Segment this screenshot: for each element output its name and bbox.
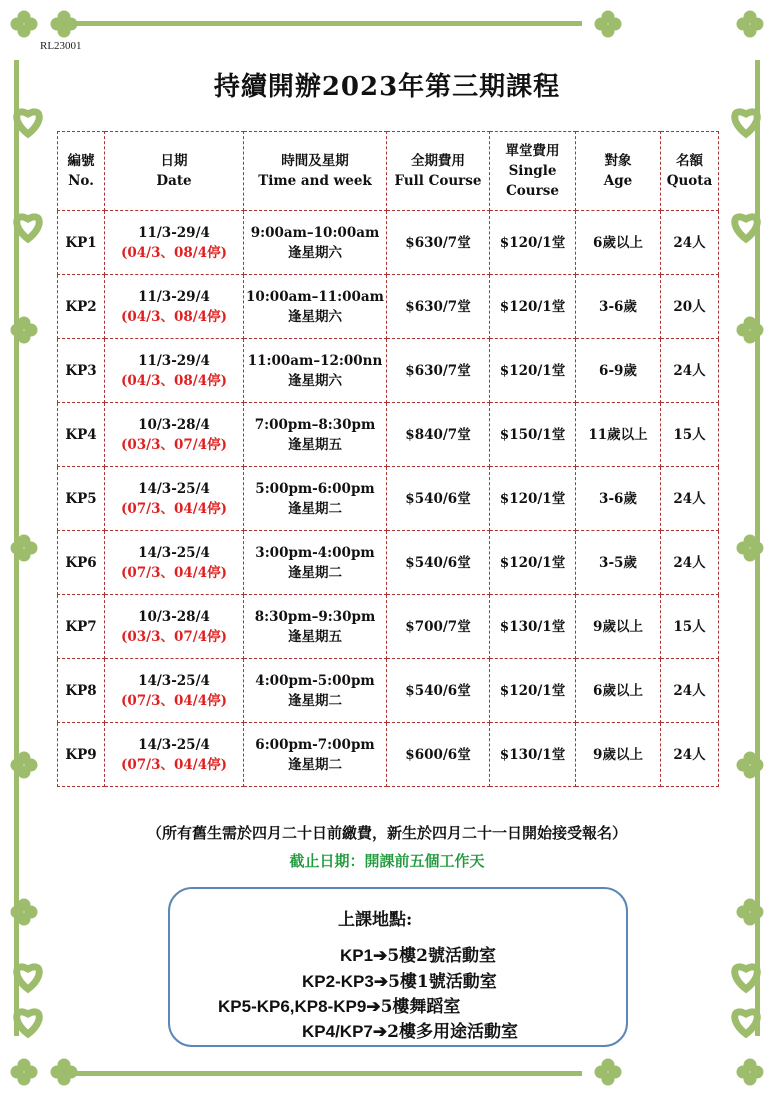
- closed-dates: (03/3、07/4停): [121, 628, 227, 645]
- location-classes: KP5-KP6,KP8-KP9: [218, 997, 367, 1016]
- time-range: 10:00am–11:00am: [246, 288, 384, 305]
- course-time: [244, 467, 387, 531]
- table-row: [58, 595, 719, 659]
- course-date: [105, 211, 244, 275]
- single-course-fee: $120/1堂: [490, 211, 576, 275]
- document-code: RL23001: [40, 40, 82, 52]
- closed-dates: (07/3、04/4停): [121, 756, 227, 773]
- time-range: 7:00pm–8:30pm: [254, 416, 376, 433]
- target-age: 11歲以上: [576, 403, 661, 467]
- target-age: 9歲以上: [576, 723, 661, 787]
- table-row: [58, 339, 719, 403]
- header-age-zh: 對象: [604, 153, 632, 169]
- weekday: 逢星期六: [288, 244, 342, 261]
- full-course-fee: $630/7堂: [387, 211, 490, 275]
- registration-deadline: 截止日期：開課前五個工作天: [289, 852, 485, 870]
- header-no-zh: 編號: [67, 153, 95, 169]
- header-quota-en: Quota: [666, 173, 713, 189]
- quota: 24人: [661, 211, 719, 275]
- header-age-en: Age: [603, 173, 633, 189]
- header-time: [244, 132, 387, 211]
- table-row: [58, 659, 719, 723]
- target-age: 3-5歲: [576, 531, 661, 595]
- location-box: [168, 887, 628, 1047]
- course-time: [244, 339, 387, 403]
- header-time-zh: 時間及星期: [281, 153, 349, 169]
- course-time: [244, 275, 387, 339]
- weekday: 逢星期二: [288, 692, 342, 709]
- course-date: [105, 467, 244, 531]
- location-classes: KP4/KP7: [302, 1022, 373, 1041]
- time-range: 6:00pm-7:00pm: [255, 736, 375, 753]
- course-no: KP6: [58, 531, 105, 595]
- header-no: [58, 132, 105, 211]
- target-age: 6歲以上: [576, 211, 661, 275]
- date-range: 10/3-28/4: [138, 608, 210, 625]
- course-no: KP2: [58, 275, 105, 339]
- payment-note: （所有舊生需於四月二十日前繳費，新生於四月二十一日開始接受報名）: [146, 824, 627, 842]
- date-range: 11/3-29/4: [138, 224, 210, 241]
- course-no: KP5: [58, 467, 105, 531]
- quota: 20人: [661, 275, 719, 339]
- quota: 15人: [661, 595, 719, 659]
- time-range: 8:30pm–9:30pm: [254, 608, 376, 625]
- course-no: KP8: [58, 659, 105, 723]
- quota: 24人: [661, 339, 719, 403]
- arrow-right-icon: ➔: [373, 972, 389, 992]
- course-time: [244, 659, 387, 723]
- header-quota: [661, 132, 719, 211]
- single-course-fee: $130/1堂: [490, 595, 576, 659]
- table-row: [58, 723, 719, 787]
- header-no-en: No.: [68, 173, 94, 189]
- location-place: 2樓多用途活動室: [387, 1022, 518, 1042]
- table-row: [58, 275, 719, 339]
- table-row: [58, 531, 719, 595]
- full-course-fee: $540/6堂: [387, 659, 490, 723]
- course-time: [244, 595, 387, 659]
- location-place: 5樓2號活動室: [387, 946, 496, 966]
- target-age: 3-6歲: [576, 467, 661, 531]
- time-range: 9:00am–10:00am: [250, 224, 380, 241]
- arrow-right-icon: ➔: [372, 1022, 388, 1042]
- time-range: 5:00pm-6:00pm: [255, 480, 375, 497]
- table-row: [58, 467, 719, 531]
- full-course-fee: $540/6堂: [387, 531, 490, 595]
- course-date: [105, 275, 244, 339]
- date-range: 14/3-25/4: [138, 672, 210, 689]
- header-time-en: Time and week: [258, 173, 372, 189]
- weekday: 逢星期六: [288, 308, 342, 325]
- single-course-fee: $130/1堂: [490, 723, 576, 787]
- weekday: 逢星期二: [288, 756, 342, 773]
- quota: 24人: [661, 467, 719, 531]
- single-course-fee: $120/1堂: [490, 531, 576, 595]
- table-row: [58, 211, 719, 275]
- date-range: 14/3-25/4: [138, 480, 210, 497]
- course-no: KP9: [58, 723, 105, 787]
- closed-dates: (04/3、08/4停): [121, 244, 227, 261]
- course-date: [105, 339, 244, 403]
- date-range: 14/3-25/4: [138, 736, 210, 753]
- closed-dates: (04/3、08/4停): [121, 308, 227, 325]
- full-course-fee: $700/7堂: [387, 595, 490, 659]
- date-range: 14/3-25/4: [138, 544, 210, 561]
- course-table: [57, 131, 719, 787]
- header-date: [105, 132, 244, 211]
- time-range: 3:00pm-4:00pm: [255, 544, 375, 561]
- header-single-course: [490, 132, 576, 211]
- header-full-en: Full Course: [394, 173, 482, 189]
- target-age: 6-9歲: [576, 339, 661, 403]
- location-place: 5樓1號活動室: [388, 972, 497, 992]
- single-course-fee: $120/1堂: [490, 467, 576, 531]
- quota: 15人: [661, 403, 719, 467]
- time-range: 11:00am–12:00nn: [247, 352, 383, 369]
- header-date-zh: 日期: [160, 153, 188, 169]
- weekday: 逢星期五: [288, 436, 342, 453]
- target-age: 6歲以上: [576, 659, 661, 723]
- target-age: 9歲以上: [576, 595, 661, 659]
- single-course-fee: $120/1堂: [490, 275, 576, 339]
- arrow-right-icon: ➔: [366, 997, 381, 1017]
- location-line: [340, 941, 496, 966]
- course-date: [105, 531, 244, 595]
- weekday: 逢星期二: [288, 500, 342, 517]
- closed-dates: (07/3、04/4停): [121, 692, 227, 709]
- header-age: [576, 132, 661, 211]
- target-age: 3-6歲: [576, 275, 661, 339]
- closed-dates: (07/3、04/4停): [121, 564, 227, 581]
- course-date: [105, 659, 244, 723]
- date-range: 10/3-28/4: [138, 416, 210, 433]
- course-time: [244, 211, 387, 275]
- course-date: [105, 723, 244, 787]
- full-course-fee: $600/6堂: [387, 723, 490, 787]
- location-line: [302, 1017, 518, 1042]
- table-header-row: [58, 132, 719, 211]
- full-course-fee: $630/7堂: [387, 275, 490, 339]
- single-course-fee: $120/1堂: [490, 339, 576, 403]
- full-course-fee: $540/6堂: [387, 467, 490, 531]
- single-course-fee: $150/1堂: [490, 403, 576, 467]
- closed-dates: (04/3、08/4停): [121, 372, 227, 389]
- single-course-fee: $120/1堂: [490, 659, 576, 723]
- course-no: KP3: [58, 339, 105, 403]
- header-date-en: Date: [156, 173, 192, 189]
- course-date: [105, 595, 244, 659]
- course-no: KP7: [58, 595, 105, 659]
- closed-dates: (03/3、07/4停): [121, 436, 227, 453]
- date-range: 11/3-29/4: [138, 352, 210, 369]
- header-full-course: [387, 132, 490, 211]
- table-row: [58, 403, 719, 467]
- location-classes: KP1: [340, 946, 374, 965]
- quota: 24人: [661, 531, 719, 595]
- weekday: 逢星期六: [288, 372, 342, 389]
- weekday: 逢星期五: [288, 628, 342, 645]
- location-place: 5樓舞蹈室: [380, 997, 461, 1017]
- location-line: [302, 967, 497, 992]
- weekday: 逢星期二: [288, 564, 342, 581]
- location-title: 上課地點:: [338, 910, 413, 930]
- course-time: [244, 723, 387, 787]
- full-course-fee: $630/7堂: [387, 339, 490, 403]
- course-date: [105, 403, 244, 467]
- course-time: [244, 403, 387, 467]
- header-full-zh: 全期費用: [411, 153, 465, 169]
- page-title: 持續開辦2023年第三期課程: [213, 72, 561, 102]
- date-range: 11/3-29/4: [138, 288, 210, 305]
- location-line: [218, 992, 460, 1017]
- closed-dates: (07/3、04/4停): [121, 500, 227, 517]
- time-range: 4:00pm-5:00pm: [255, 672, 375, 689]
- quota: 24人: [661, 723, 719, 787]
- course-no: KP4: [58, 403, 105, 467]
- arrow-right-icon: ➔: [373, 946, 388, 966]
- full-course-fee: $840/7堂: [387, 403, 490, 467]
- quota: 24人: [661, 659, 719, 723]
- course-time: [244, 531, 387, 595]
- header-single-en: Single Course: [506, 163, 559, 199]
- course-no: KP1: [58, 211, 105, 275]
- location-classes: KP2-KP3: [302, 972, 374, 991]
- header-quota-zh: 名額: [676, 153, 703, 169]
- header-single-zh: 單堂費用: [505, 143, 560, 159]
